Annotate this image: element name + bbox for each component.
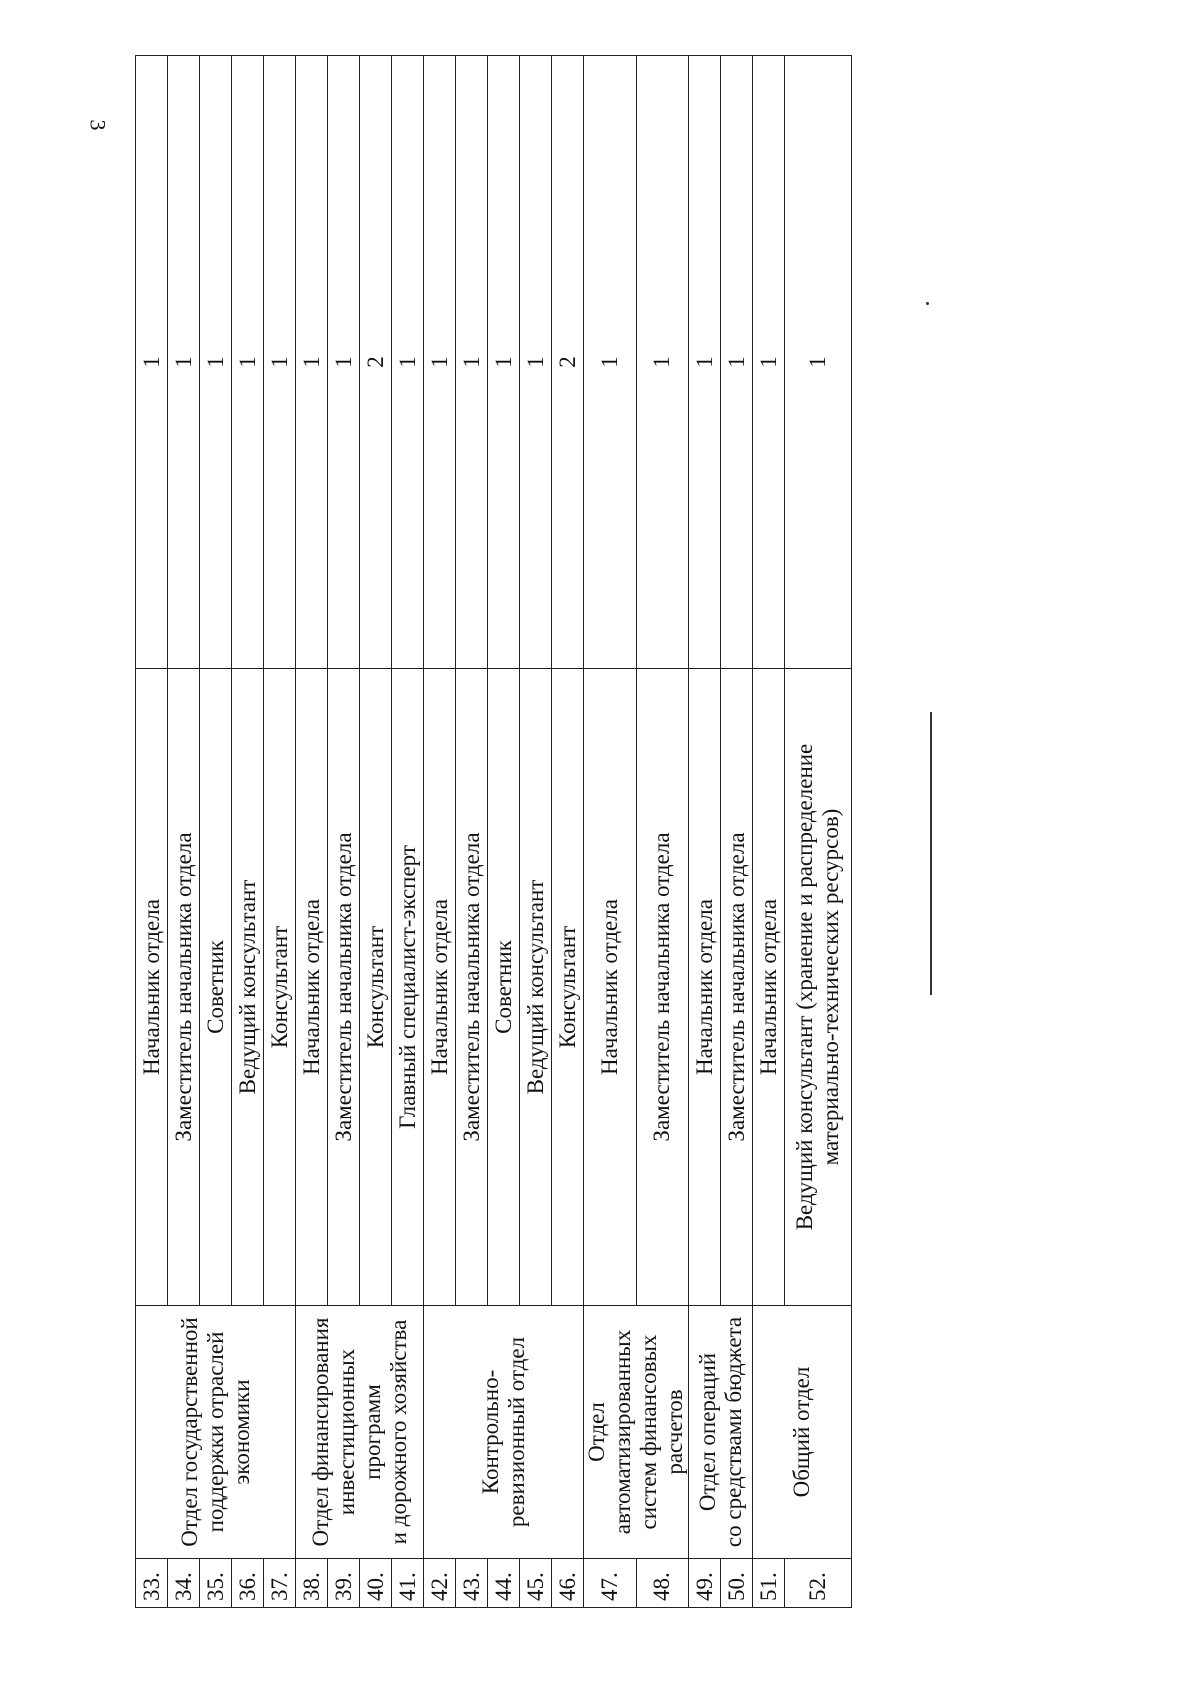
page-number: 3 xyxy=(85,119,111,131)
row-number: 47. xyxy=(584,1559,637,1608)
row-number: 33. xyxy=(136,1559,168,1608)
position-cell: Ведущий консультант (хранение и распределение материально-технических ресурсов) xyxy=(785,669,852,1306)
department-cell: Контрольно-ревизионный отдел xyxy=(424,1306,584,1559)
position-cell: Ведущий консультант xyxy=(520,669,552,1306)
department-cell: Общий отдел xyxy=(753,1306,852,1559)
row-number: 35. xyxy=(200,1559,232,1608)
row-number: 39. xyxy=(328,1559,360,1608)
position-cell: Консультант xyxy=(264,669,296,1306)
table-row xyxy=(753,56,785,1608)
position-cell: Начальник отдела xyxy=(584,669,637,1306)
row-number: 44. xyxy=(488,1559,520,1608)
department-cell: Отдел финансирования инвестиционных программ и дорожного хозяйства xyxy=(296,1306,424,1559)
row-number: 34. xyxy=(168,1559,200,1608)
staff-table xyxy=(135,55,852,1608)
table-row xyxy=(689,56,721,1608)
row-number: 37. xyxy=(264,1559,296,1608)
department-cell: Отдел автоматизированных систем финансовых расчетов xyxy=(584,1306,689,1559)
position-cell: Заместитель начальника отдела xyxy=(168,669,200,1306)
department-cell: Отдел государственной поддержки отраслей экономики xyxy=(136,1306,296,1559)
position-cell: Начальник отдела xyxy=(424,669,456,1306)
position-cell: Консультант xyxy=(552,669,584,1306)
table-row xyxy=(136,56,168,1608)
department-cell: Отдел операций со средствами бюджета xyxy=(689,1306,753,1559)
quantity-cell: 1 xyxy=(168,56,200,669)
row-number: 48. xyxy=(636,1559,689,1608)
quantity-cell: 1 xyxy=(636,56,689,669)
position-cell: Главный специалист-эксперт xyxy=(392,669,424,1306)
row-number: 36. xyxy=(232,1559,264,1608)
row-number: 50. xyxy=(721,1559,753,1608)
row-number: 41. xyxy=(392,1559,424,1608)
position-cell: Советник xyxy=(200,669,232,1306)
quantity-cell: 1 xyxy=(232,56,264,669)
quantity-cell: 1 xyxy=(721,56,753,669)
quantity-cell: 2 xyxy=(360,56,392,669)
quantity-cell: 1 xyxy=(689,56,721,669)
table-row xyxy=(584,56,637,1608)
position-cell: Советник xyxy=(488,669,520,1306)
quantity-cell: 1 xyxy=(328,56,360,669)
quantity-cell: 1 xyxy=(753,56,785,669)
row-number: 42. xyxy=(424,1559,456,1608)
row-number: 45. xyxy=(520,1559,552,1608)
quantity-cell: 1 xyxy=(296,56,328,669)
quantity-cell: 1 xyxy=(392,56,424,669)
row-number: 51. xyxy=(753,1559,785,1608)
quantity-cell: 1 xyxy=(264,56,296,669)
row-number: 49. xyxy=(689,1559,721,1608)
position-cell: Начальник отдела xyxy=(136,669,168,1306)
position-cell: Начальник отдела xyxy=(753,669,785,1306)
row-number: 40. xyxy=(360,1559,392,1608)
quantity-cell: 1 xyxy=(136,56,168,669)
row-number: 38. xyxy=(296,1559,328,1608)
table-row xyxy=(424,56,456,1608)
row-number: 52. xyxy=(785,1559,852,1608)
position-cell: Начальник отдела xyxy=(296,669,328,1306)
quantity-cell: 1 xyxy=(520,56,552,669)
position-cell: Заместитель начальника отдела xyxy=(636,669,689,1306)
row-number: 43. xyxy=(456,1559,488,1608)
quantity-cell: 1 xyxy=(785,56,852,669)
quantity-cell: 1 xyxy=(584,56,637,669)
quantity-cell: 2 xyxy=(552,56,584,669)
stray-mark xyxy=(926,302,929,305)
rotated-table-container xyxy=(135,108,843,1608)
position-cell: Заместитель начальника отдела xyxy=(456,669,488,1306)
position-cell: Начальник отдела xyxy=(689,669,721,1306)
quantity-cell: 1 xyxy=(488,56,520,669)
position-cell: Ведущий консультант xyxy=(232,669,264,1306)
row-number: 46. xyxy=(552,1559,584,1608)
position-cell: Заместитель начальника отдела xyxy=(328,669,360,1306)
quantity-cell: 1 xyxy=(200,56,232,669)
quantity-cell: 1 xyxy=(424,56,456,669)
position-cell: Заместитель начальника отдела xyxy=(721,669,753,1306)
position-cell: Консультант xyxy=(360,669,392,1306)
signature-line xyxy=(930,712,932,995)
quantity-cell: 1 xyxy=(456,56,488,669)
table-row xyxy=(296,56,328,1608)
